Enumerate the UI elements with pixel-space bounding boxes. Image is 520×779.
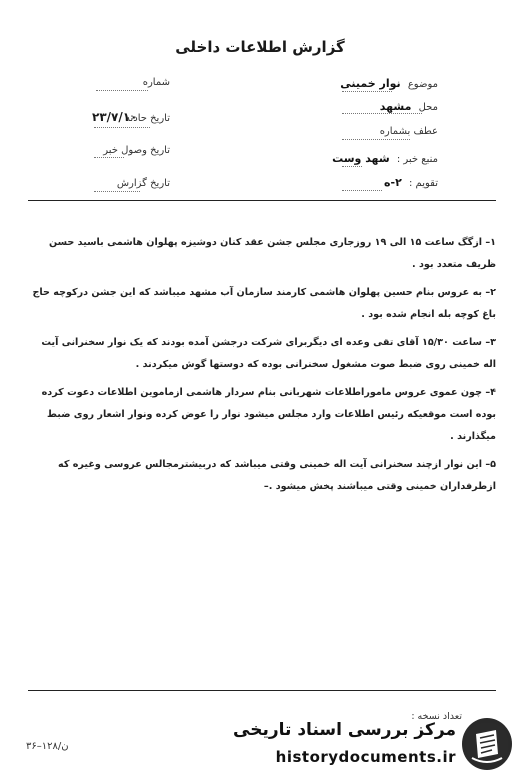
source-value: شهد وست — [332, 152, 390, 165]
copies-label: تعداد نسخه : — [411, 711, 462, 722]
report-body — [26, 232, 496, 504]
report-paragraph-3: ۳– ساعت ۱۵/۳۰ آقای تقی وعده ای دیگربرای شرکت درجشن آمده بودند که یک نوار سخنرانی آیت اله خمینی روی ضبط صوت مشغول سخنرانی بوده که دوستها گوش میکردند . — [41, 337, 496, 370]
source-dotted-line — [342, 166, 362, 167]
report-date-label: تاریخ گزارش — [116, 178, 170, 189]
evaluation-label: تقویم : — [409, 178, 438, 189]
report-paragraph-1: ۱– ازگگ ساعت ۱۵ الی ۱۹ روزجاری مجلس جشن عقد کنان دوشیزه پهلوان هاشمی باسید حسن ظریف متعدد بود . — [49, 237, 496, 270]
received-date-field — [103, 145, 170, 156]
reference-dotted-line — [342, 139, 410, 140]
document-title: گزارش اطلاعات داخلی — [175, 38, 345, 56]
place-value: مشهد — [379, 100, 412, 113]
report-paragraph-2: ۲– به عروس بنام حسین پهلوان هاشمی کارمند سازمان آب مشهد میباشد که این جشن درکوچه حاج باغ کوچه بله انجام شده بود . — [32, 287, 496, 320]
number-label: شماره — [142, 77, 170, 88]
place-label: محل — [418, 102, 438, 113]
archive-logo-icon — [462, 718, 512, 770]
subject-value: نوار خمینی — [340, 77, 401, 90]
archive-watermark — [198, 712, 516, 776]
archive-name: مرکز بررسی اسناد تاریخی — [233, 720, 456, 740]
report-date-field — [117, 178, 170, 189]
evaluation-field — [384, 176, 438, 189]
reference-label: عطف بشماره — [379, 126, 438, 137]
received-date-dotted-line — [94, 157, 124, 158]
number-field — [143, 77, 170, 88]
document-number: ۳۶–۱۲۸/ن — [26, 741, 69, 752]
footer-divider — [28, 690, 496, 691]
source-label: منبع خبر : — [396, 154, 438, 165]
subject-dotted-line — [342, 91, 392, 92]
source-field — [332, 152, 438, 165]
place-dotted-line — [342, 113, 422, 114]
place-field — [380, 100, 438, 113]
report-date-dotted-line — [94, 191, 140, 192]
incident-date-dotted-line — [94, 127, 150, 128]
reference-field — [380, 126, 438, 137]
received-date-label: تاریخ وصول خبر — [103, 145, 170, 156]
number-dotted-line — [96, 90, 148, 91]
report-paragraph-4: ۴– چون عموی عروس ماموراطلاعات شهربانی بنام سردار هاشمی ازماموین اطلاعات دعوت کرده بوده است موقعیکه رئیس اطلاعات وارد مجلس میشود نوار را عوض کرده ونوار اشعار روی ضبط میگذارند . — [41, 387, 496, 442]
subject-field — [340, 77, 438, 90]
archive-url: historydocuments.ir — [275, 748, 456, 766]
evaluation-value: ۲-ه — [384, 176, 402, 189]
incident-date-label: تاریخ حادثه — [125, 113, 170, 124]
report-paragraph-5: ۵– این نوار ازچند سخنرانی آیت اله خمینی وقتی میباشد که دربیشترمجالس عروسی وغیره که ازطرفداران خمینی وقتی میباشند پخش میشود .– — [58, 459, 496, 492]
header-divider — [28, 200, 496, 201]
evaluation-dotted-line — [342, 190, 382, 191]
incident-date-value: ۲۳/۷/۱۰ — [92, 110, 138, 124]
subject-label: موضوع — [407, 79, 438, 90]
